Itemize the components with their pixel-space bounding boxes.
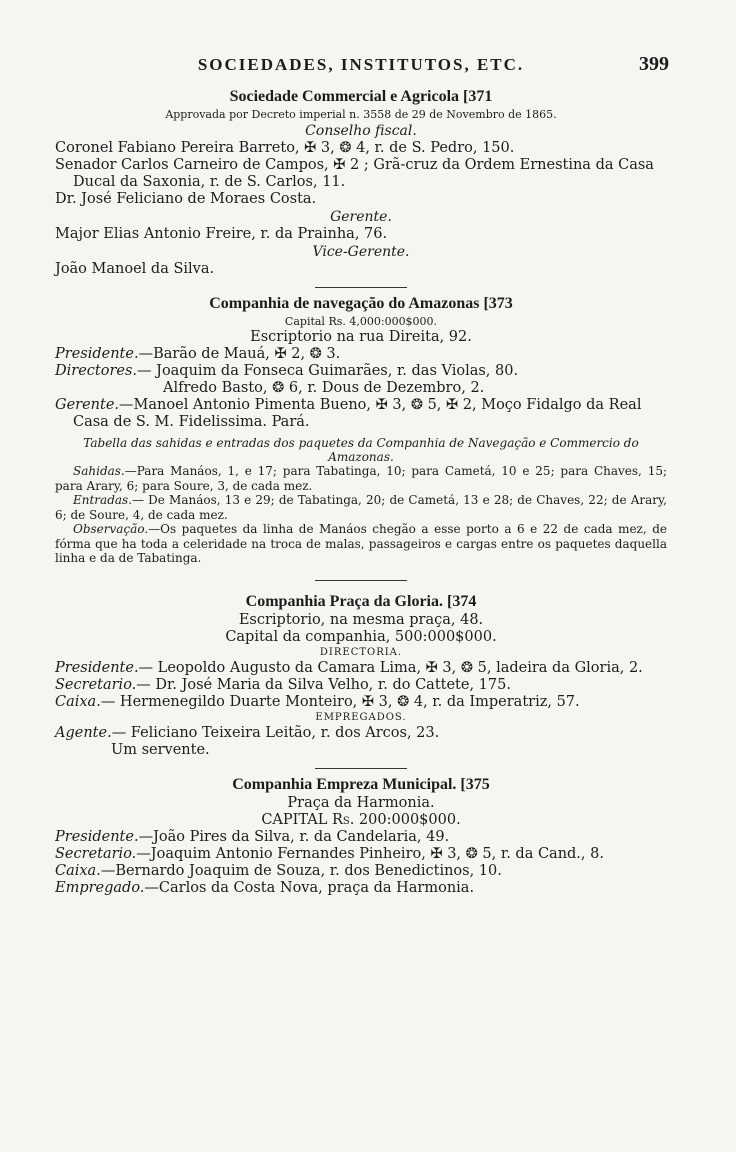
agente-entry: — Feliciano Teixeira Leitão, r. dos Arcos, 23.	[111, 724, 440, 741]
vice-gerente-entry: João Manoel da Silva.	[55, 261, 215, 277]
section-empreza-municipal	[55, 774, 667, 897]
running-title: SOCIEDADES, INSTITUTOS, ETC.	[197, 55, 525, 74]
council-member: Coronel Fabiano Pereira Barreto, ✠ 3, ❂ 4, r. de S. Pedro, 150.	[55, 140, 515, 156]
entradas-label: Entradas.	[73, 493, 133, 507]
servente-entry: Um servente.	[111, 741, 210, 758]
section-divider	[315, 768, 407, 769]
role-label: Empregado.	[55, 879, 145, 896]
role-label: Caixa.	[55, 693, 101, 710]
office-line: Praça da Harmonia.	[287, 794, 435, 811]
section-divider	[315, 580, 407, 581]
role-label: Presidente.	[55, 346, 139, 362]
section-divider	[315, 287, 407, 288]
role-label: Secretario.	[55, 845, 137, 862]
council-heading: Conselho fiscal.	[305, 123, 417, 139]
capital-line: Capital da companhia, 500:000$000.	[225, 628, 497, 645]
entradas-text: — De Manáos, 13 e 29; de Tabatinga, 20; de Cametá, 13 e 28; de Chaves, 22; de Arary, 6; de Soure, 4, de cada mez.	[55, 493, 667, 522]
table-title: Tabella das sahidas e entradas dos paquetes da Companhia de Navegação e Commercio do Amazonas.	[83, 436, 639, 464]
gerente-entry: Major Elias Antonio Freire, r. da Prainha, 76.	[55, 226, 388, 242]
role-label: Secretario.	[55, 676, 137, 693]
approval-note: Approvada por Decreto imperial n. 3558 de 29 de Novembro de 1865.	[165, 108, 557, 121]
presidente-entry: —Barão de Mauá, ✠ 2, ❂ 3.	[138, 346, 341, 362]
section-praca-gloria	[55, 591, 667, 759]
observacao-text: —Os paquetes da linha de Manáos chegão a esse porto a 6 e 22 de cada mez, de fórma que ha toda a celeridade na troca de malas, passageiros e cargas entre os paquetes daquella linha e da de Tabatinga.	[55, 522, 667, 565]
section-title: Sociedade Commercial e Agricola [371	[229, 88, 493, 105]
sahidas-label: Sahidas.	[73, 464, 125, 478]
section-title: Companhia Empreza Municipal. [375	[232, 775, 490, 793]
page-number: 399	[639, 53, 669, 75]
caixa-entry: —Bernardo Joaquim de Souza, r. dos Benedictinos, 10.	[100, 862, 502, 879]
role-label: Directores.	[55, 363, 138, 379]
capital-line: Capital Rs. 4,000:000$000.	[284, 315, 438, 328]
gerente-heading: Gerente.	[330, 209, 392, 225]
council-member: Dr. José Feliciano de Moraes Costa.	[55, 191, 317, 207]
empregado-entry: —Carlos da Costa Nova, praça da Harmonia.	[144, 879, 475, 896]
council-member: Senador Carlos Carneiro de Campos, ✠ 2 ; Grã-cruz da Ordem Ernestina da Casa Ducal da Saxonia, r. de S. Carlos, 11.	[55, 157, 654, 190]
presidente-entry: — Leopoldo Augusto da Camara Lima, ✠ 3, ❂ 5, ladeira da Gloria, 2.	[138, 659, 643, 676]
role-label: Presidente.	[55, 659, 139, 676]
secretario-entry: — Dr. José Maria da Silva Velho, r. do Cattete, 175.	[136, 676, 511, 693]
office-line: Escriptorio, na mesma praça, 48.	[238, 611, 484, 628]
sahidas-text: —Para Manáos, 1, e 17; para Tabatinga, 10; para Cametá, 10 e 25; para Chaves, 15; para Arary, 6; para Soure, 3, de cada mez.	[55, 464, 667, 493]
role-label: Agente.	[55, 724, 112, 741]
director-entry: Alfredo Basto, ❂ 6, r. Dous de Dezembro, 2.	[163, 380, 485, 396]
role-label: Caixa.	[55, 862, 101, 879]
secretario-entry: —Joaquim Antonio Fernandes Pinheiro, ✠ 3, ❂ 5, r. da Cand., 8.	[136, 845, 604, 862]
office-line: Escriptorio na rua Direita, 92.	[250, 329, 472, 345]
section-navegacao-amazonas	[55, 293, 667, 566]
section-title: Companhia de navegação do Amazonas [373	[209, 295, 513, 312]
presidente-entry: —João Pires da Silva, r. da Candelaria, 49.	[138, 828, 450, 845]
running-header	[55, 55, 667, 83]
capital-line: CAPITAL Rs. 200:000$000.	[261, 811, 461, 828]
caixa-entry: — Hermenegildo Duarte Monteiro, ✠ 3, ❂ 4, r. da Imperatriz, 57.	[100, 693, 580, 710]
role-label: Gerente.	[55, 397, 120, 413]
gerente-entry: —Manoel Antonio Pimenta Bueno, ✠ 3, ❂ 5, ✠ 2, Moço Fidalgo da Real Casa de S. M. Fidelissima. Pará.	[73, 397, 642, 430]
role-label: Presidente.	[55, 828, 139, 845]
director-entry: — Joaquim da Fonseca Guimarães, r. das Violas, 80.	[137, 363, 519, 379]
directoria-heading: DIRECTORIA.	[319, 646, 403, 658]
vice-gerente-heading: Vice-Gerente.	[312, 244, 410, 260]
document-page	[55, 55, 667, 897]
empregados-heading: EMPREGADOS.	[315, 711, 407, 723]
observacao-label: Observação.	[73, 522, 149, 536]
section-sociedade-commercial	[55, 86, 667, 278]
section-title: Companhia Praça da Gloria. [374	[245, 592, 477, 610]
